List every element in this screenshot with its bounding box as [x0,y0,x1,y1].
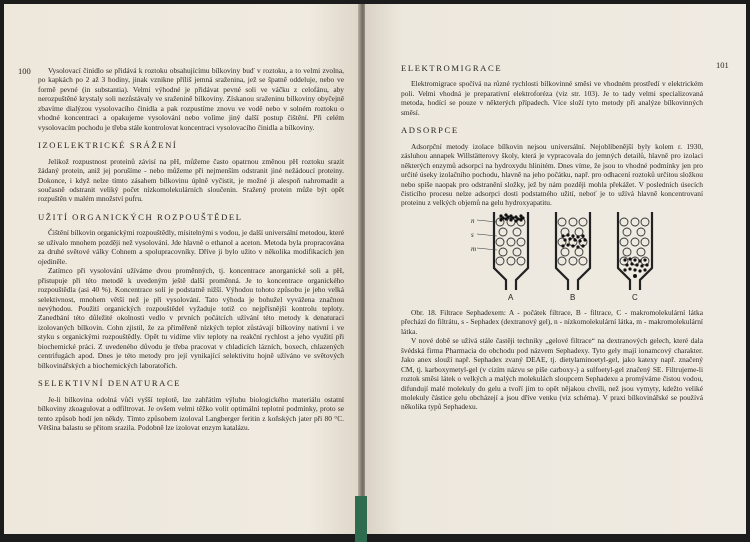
macromolecule-dot [581,234,584,237]
gel-bead [513,248,521,256]
paragraph: Elektromigrace spočívá na různé rychlosti bílkovinné směsi ve vhodném prostředí v elektrickém poli. Velmi vhodná je preparativní elektroforéza (viz str. 103). Je to tady velmi specializovaná metoda, hodící se pouze v některých případech. Více složí tyto metody při analýze bílkovinných směsí. [401,79,703,117]
sephadex-filtration-figure [401,210,703,302]
gel-bead [569,218,577,226]
figure-label-m: m [471,244,477,253]
macromolecule-dot [571,244,574,247]
macromolecule-dot [576,235,579,238]
macromolecule-dot [625,263,628,266]
macromolecule-dot [638,259,641,262]
filtration-diagram [401,210,703,302]
macromolecule-dot [499,218,502,221]
gel-bead [641,218,649,226]
macromolecule-dot [573,238,576,241]
macromolecule-dot [643,268,646,271]
section-heading: IZOELEKTRICKÉ SRÁŽENÍ [38,140,178,151]
gel-bead [499,248,507,256]
section-heading: ELEKTROMIGRACE [401,63,503,73]
macromolecule-dot [566,243,569,246]
macromolecule-dot [633,258,636,261]
figure-label-s: s [471,230,474,239]
section-heading: SELEKTIVNÍ DENATURACE [38,378,182,389]
gel-bead [579,257,587,265]
macromolecule-dot [583,238,586,241]
macromolecule-dot [504,217,507,220]
macromolecule-dot [623,258,626,261]
gel-bead [517,257,525,265]
macromolecule-dot [628,267,631,270]
gel-bead [499,228,507,236]
right-page-body [401,64,703,412]
gel-bead [623,248,631,256]
gel-bead [575,228,583,236]
paragraph: Je-li bílkovina odolná vůči vyšší teplotě, lze zahřátím výluhu biologického materiálu ostatní bílkoviny zkoagulovat a odfiltrovat. Je ovšem velmi těžko volit optimální teplotní podmínky, proto se tento způsob hodí jen někdy. Tímto způsobem izoloval Langberger feritin z koňských jater při 80 °C. Většina balastu se přitom srazila. Podobně lze izolovat enzym katalázu. [38,394,344,432]
gel-bead [558,257,566,265]
gel-bead [561,248,569,256]
paragraph: Čištění bílkovin organickými rozpouštědly, mísitelnými s vodou, je další universální metodou, které se užívalo mnohem později než vysolování. Jde hlavně o ethanol a aceton. Metoda byla propracována za druhé světové války Cohnem a spolupracovníky. Dříve ji bylo užito v několika modifikacích jen ojediněle. [38,228,344,266]
macromolecule-dot [566,233,569,236]
figure-label-n: n [471,216,475,225]
macromolecule-dot [568,237,571,240]
gel-bead [558,218,566,226]
gel-bead [637,228,645,236]
gel-bead [631,218,639,226]
paragraph: Zatímco při vysolování užíváme dvou proměnných, tj. koncentrace anorganické soli a pH, přistupuje při této metodě k uvedeným ještě další proměnná. Je to koncentrace organického rozpouštědla (asi 40 %). Koncentrace solí je podstatně nižší. Výhodou tohoto způsobu je jeho velká selektivnost, mnohem větší než je při vysolování. Tato výhoda je bohužel vyvážena značnou nevýhodou. Použití organických rozpouštědel vyžaduje totiž co nejpřísnější kontrolu teploty. Zanedbání této důležité okolnosti vedlo v prvních počátcích užívání této metody k denaturaci izolovaných bílkovin. Cohn zjistil, že za přiměřeně nízkých teplot zůstávají bílkoviny nativní i ve styku s organickými rozpouštědly. Opět tu vidíme vliv teploty na reakční rychlost a jeho využití při biochemické práci. Z uvedeného důvodu je třeba pracovat v chladicích lázních, boxech, chlazených centrifugách apod. Dnes je této metody pro její vynikající selektivitu hojně užíváno ve světových bílkovinářských a biochemických laboratořích. [38,266,344,370]
gel-bead [620,238,628,246]
macromolecule-dot [638,269,641,272]
left-page [4,4,361,534]
gel-bead [575,248,583,256]
macromolecule-dot [576,245,579,248]
macromolecule-dot [633,274,637,278]
gel-bead [623,228,631,236]
paragraph: Jelikož rozpustnost proteinů závisí na pH, můžeme často opatrnou změnou pH roztoku srazit žádaný protein, aniž jej porušíme - nebo můžeme při nejmenším odstranit jiné nežádoucí proteiny. Dokonce, i když nelze tímto zásahem bílkovinu úplně vyčistit, je možné ji alespoň nahromadit a současně odstranit veliký počet nízkomolekulárních sloučenin. Sražený protein může být opět rozpuštěn v malém množství pufru. [38,156,344,204]
macromolecule-dot [623,268,626,271]
gel-bead [517,238,525,246]
paragraph: Adsorpční metody izolace bílkovin nejsou universální. Nejoblíbenější byly kolem r. 1930, zásluhou annapek Willstätterovy školy, která je vypracovala do jemných detailů, hlavně pro izolaci některých enzymů adsorpcí na hydroxydu hlinitém. Dnes víme, že jsou to vhodné podmínky jen pro určité úseky izolačního pochodu, hlavně na jeho počátku, např. pro odhacení roztoků určitou složkou nebo spíše naopak pro odstranění složky, jež by nám později mohla překážet. V posledních úsecích čisticího procesu nelze adsorpci dosti podstatného užití, neboť je to užívá hlavně koncentrovaní proteinu z velkých objemů na gelu hydroxyapatitu. [401,141,703,208]
figure-label-b: B [570,292,576,302]
book-cover-edge [355,496,367,542]
macromolecule-dot [563,238,566,241]
macromolecule-dot [571,234,574,237]
gel-bead [569,257,577,265]
figure-caption: Obr. 18. Filtrace Sephadexem: A - počátek filtrace, B - filtrace, C - makromolekulární látka přechází do filtrátu, s - Sephadex (dextranový gel), n - nízkomolekulární látka, m - makromolekulární látka. [401,307,703,336]
macromolecule-dot [561,234,564,237]
figure-label-a: A [508,292,514,302]
gel-bead [496,257,504,265]
gel-bead [579,218,587,226]
paragraph: Vysolovací činidlo se přidává k roztoku obsahujícímu bílkoviny buď v roztoku, a to velmi zvolna, po kapkách po 2 až 3 hodiny, jinak vznikne příliš jemná sraženina, jež se špatně oddeluje, nebo ve formě pevné (in substantia). Velmi výhodné je přidávat pevné soli ve váčku z celofánu, aby nerozpuštěné krystaly soli nezůstávaly ve sraženině bílkoviny. Získanou sraženinu bílkoviny obyčejně zbavíme dialýzou vysolovacího činidla a pak rozpustíme znovu ve vodě nebo v solném roztoku o vhodné koncentraci a opakujeme vysolování nebo volíme jiný další postup čištění. Při celém vysolovacím pochodu je třeba stále kontrolovat koncentraci vysolovacího činidla a bílkoviny. [38,66,344,132]
page-number: 101 [716,60,729,70]
macromolecule-dot [514,219,517,222]
gel-bead [637,248,645,256]
section-heading: ADSORPCE [401,125,459,136]
section-heading: UŽITÍ ORGANICKÝCH ROZPOUŠTĚDEL [38,211,243,222]
figure-label-c: C [632,292,638,302]
macromolecule-dot [635,263,638,266]
macromolecule-dot [643,258,646,261]
right-page [365,4,746,534]
macromolecule-dot [630,262,633,265]
macromolecule-dot [645,263,648,266]
macromolecule-dot [519,218,522,221]
gel-bead [507,238,515,246]
gel-bead [620,218,628,226]
macromolecule-dot [633,268,636,271]
macromolecule-dot [578,239,581,242]
macromolecule-dot [509,218,512,221]
paragraph: V nové době se užívá stále častěji techniky „gelové filtrace“ na dextranových gelech, které dala švédská firma Pharmacia do obchodu pod názvem Sephadexy. Tyto gely mají ionamcový charakter. Jako anex slouží např. Sephadex zvaný DEAE, tj. dietylaminoetyl-gel, jako katexy např. značený CM, tj. karboxymetyl-gel (v cizím názvu se píše carboxy-) a sulfoetyl-gel značený SE. Filtrujeme-li roztok směsi látek o velkých a malých molekulách sloupcem Sephadexu a promýváme čistou vodou, difundují malé molekuly do gelu a tvoří jim to opět nějakou chvíli, než jsou vymyty, kdežto veliké molekuly částice gelu obcházejí a jsou dříve venku (viz schéma). V praxi bílkovinářské se používá několika typů Sephadexu. [401,336,703,412]
page-number: 100 [18,66,31,76]
left-page-body [38,66,344,432]
macromolecule-dot [581,244,584,247]
gel-bead [641,238,649,246]
gel-bead [507,257,515,265]
gel-bead [496,238,504,246]
gel-bead [631,238,639,246]
macromolecule-dot [640,264,643,267]
macromolecule-dot [628,257,631,260]
gel-bead [513,228,521,236]
macromolecule-dot [561,244,564,247]
